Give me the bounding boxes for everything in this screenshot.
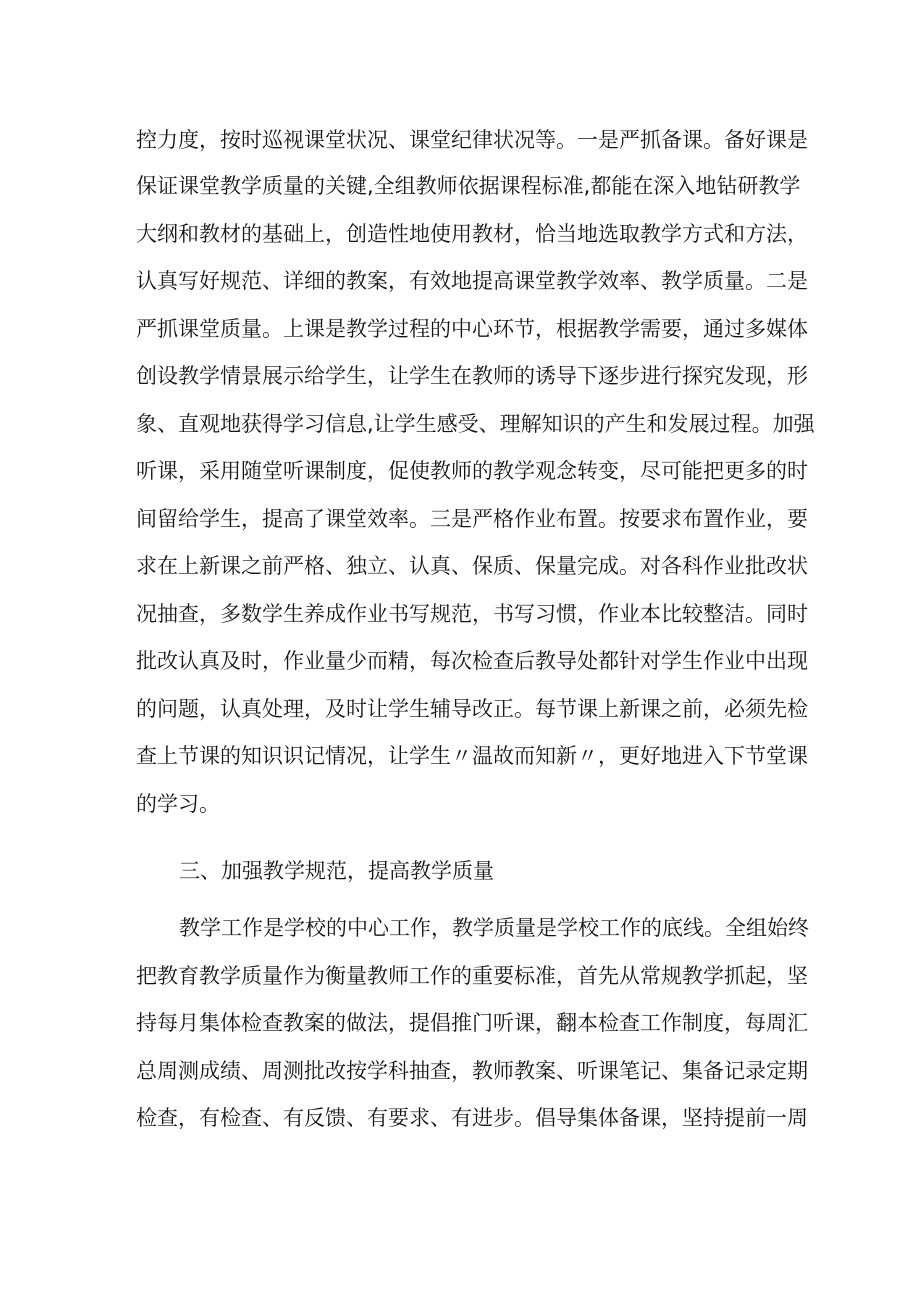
text-line: 求在上新课之前严格、独立、认真、保质、保量完成。对各科作业批改状 <box>136 554 808 578</box>
text-line: 教学工作是学校的中心工作，教学质量是学校工作的底线。全组始终 <box>179 916 809 940</box>
text-line: 的问题，认真处理，及时让学生辅导改正。每节课上新课之前，必须先检 <box>136 697 808 721</box>
text-line: 大纲和教材的基础上，创造性地使用教材，恰当地选取教学方式和方法， <box>136 222 808 246</box>
section-heading: 三、加强教学规范，提高教学质量 <box>179 859 494 883</box>
text-line: 况抽查，多数学生养成作业书写规范，书写习惯，作业本比较整洁。同时 <box>136 602 808 626</box>
text-line: 保证课堂教学质量的关键,全组教师依据课程标准,都能在深入地钻研教学 <box>136 174 801 198</box>
text-line: 检查，有检查、有反馈、有要求、有进步。倡导集体备课，坚持提前一周 <box>136 1106 808 1130</box>
text-line: 把教育教学质量作为衡量教师工作的重要标准，首先从常规教学抓起，坚 <box>136 964 808 988</box>
text-line: 的学习。 <box>136 792 220 816</box>
text-line: 听课，采用随堂听课制度，促使教师的教学观念转变，尽可能把更多的时 <box>136 459 808 483</box>
text-line: 控力度，按时巡视课堂状况、课堂纪律状况等。一是严抓备课。备好课是 <box>136 128 808 152</box>
text-line: 严抓课堂质量。上课是教学过程的中心环节，根据教学需要，通过多媒体 <box>136 317 808 341</box>
text-line: 间留给学生，提高了课堂效率。三是严格作业布置。按要求布置作业，要 <box>136 507 808 531</box>
text-line: 批改认真及时，作业量少而精，每次检查后教导处都针对学生作业中出现 <box>136 649 808 673</box>
text-line: 总周测成绩、周测批改按学科抽查，教师教案、听课笔记、集备记录定期 <box>136 1059 808 1083</box>
text-line: 象、直观地获得学习信息,让学生感受、理解知识的产生和发展过程。加强 <box>136 412 815 436</box>
text-line: 查上节课的知识识记情况，让学生〃温故而知新〃，更好地进入下节堂课 <box>136 744 808 768</box>
text-line: 认真写好规范、详细的教案，有效地提高课堂教学效率、教学质量。二是 <box>136 269 808 293</box>
text-line: 持每月集体检查教案的做法，提倡推门听课，翻本检查工作制度，每周汇 <box>136 1011 808 1035</box>
text-line: 创设教学情景展示给学生，让学生在教师的诱导下逐步进行探究发现，形 <box>136 364 808 388</box>
